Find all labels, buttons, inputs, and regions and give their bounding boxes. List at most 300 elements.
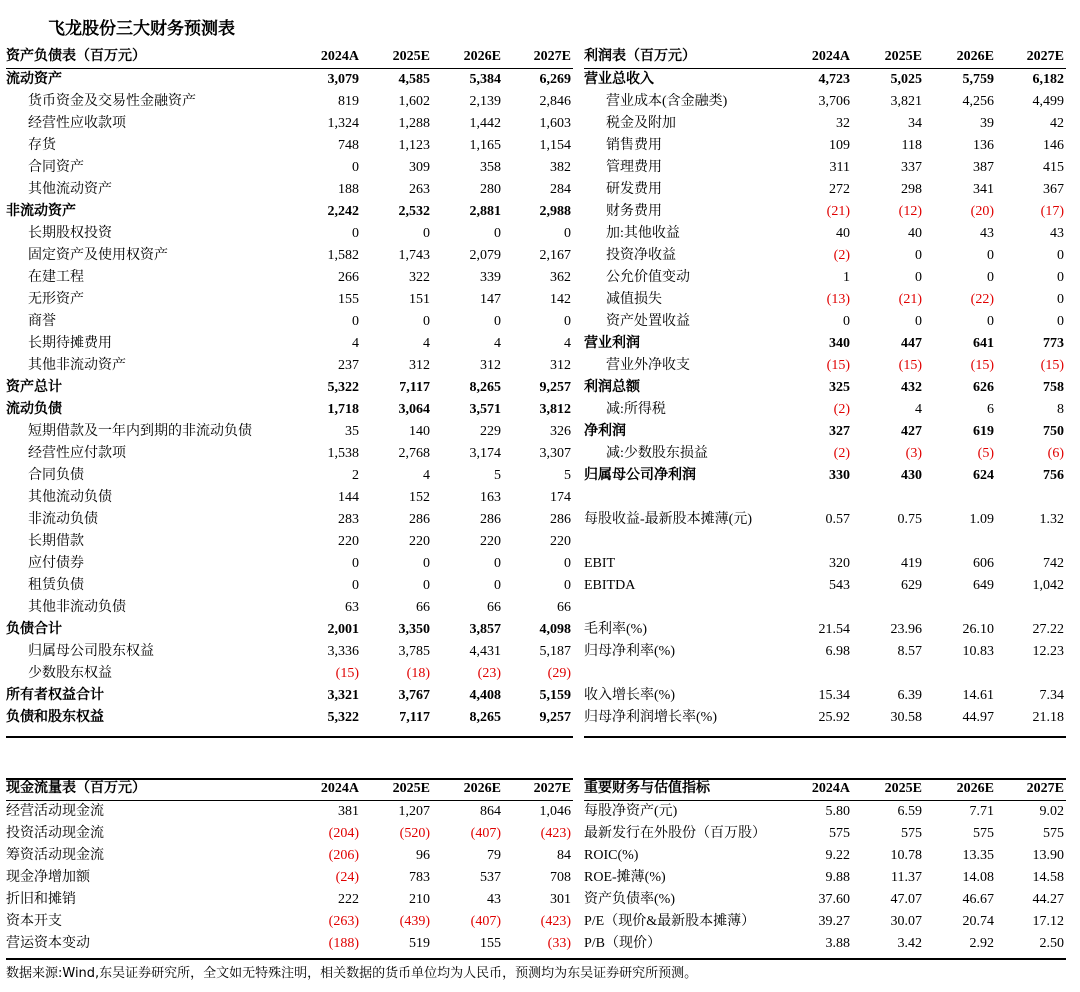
table-row (584, 355, 1066, 377)
cell-value: 322 (409, 270, 430, 285)
row-label: 销售费用 (606, 138, 662, 153)
cell-value: 96 (416, 848, 430, 863)
cell-value: 142 (550, 292, 571, 307)
cell-value: 3,174 (469, 446, 501, 461)
table-row (6, 377, 573, 399)
cell-value: 2,768 (398, 446, 430, 461)
income-statement-table (584, 46, 1066, 729)
row-label: 长期股权投资 (28, 226, 112, 241)
cell-value: 220 (338, 534, 359, 549)
cell-value: 382 (550, 160, 571, 175)
cell-value: 341 (973, 182, 994, 197)
cell-value: (423) (540, 826, 571, 841)
cell-value: 3,706 (818, 94, 850, 109)
cell-value: (263) (328, 914, 359, 929)
cell-value: 0 (423, 226, 430, 241)
cell-value: 311 (829, 160, 850, 175)
cell-value: 0 (987, 314, 994, 329)
cell-value: 286 (409, 512, 430, 527)
table-row (6, 487, 573, 509)
cell-value: 6 (987, 402, 994, 417)
cell-value: 7.34 (1039, 688, 1064, 703)
cell-value: 0 (494, 556, 501, 571)
table-row (584, 399, 1066, 421)
table-row (6, 245, 573, 267)
row-label: P/E（现价&最新股本摊薄） (584, 914, 756, 929)
cell-value: 0 (494, 226, 501, 241)
cell-value (924, 487, 996, 509)
cell-value: 32 (836, 116, 850, 131)
cell-value: 0 (564, 314, 571, 329)
row-label: 财务费用 (606, 204, 662, 219)
cell-value: 3,064 (398, 402, 430, 417)
cell-value: 43 (1050, 226, 1064, 241)
cell-value: 575 (973, 826, 994, 841)
table-row (584, 867, 1066, 889)
table-row (6, 135, 573, 157)
column-header: 2024A (290, 778, 361, 801)
row-label: 投资活动现金流 (6, 826, 104, 841)
cell-value: 2,846 (539, 94, 571, 109)
cell-value: 163 (480, 490, 501, 505)
cell-value: 3,857 (469, 622, 501, 637)
cell-value: (22) (970, 292, 994, 307)
balance-sheet-table (6, 46, 573, 729)
cell-value: 42 (1050, 116, 1064, 131)
cell-value: 12.23 (1032, 644, 1064, 659)
cell-value: 8 (1057, 402, 1064, 417)
cell-value: 575 (901, 826, 922, 841)
cell-value: 9,257 (539, 380, 571, 395)
cell-value: 4,723 (818, 72, 850, 87)
cell-value: 1.32 (1039, 512, 1064, 527)
cell-value: 387 (973, 160, 994, 175)
cell-value: 0 (915, 248, 922, 263)
cell-value (852, 531, 924, 553)
cell-value: 15.34 (818, 688, 850, 703)
cell-value: 309 (409, 160, 430, 175)
cell-value: (12) (898, 204, 922, 219)
row-label: 营业外净收支 (606, 358, 690, 373)
cell-value: 4 (423, 468, 430, 483)
table-title: 重要财务与估值指标 (584, 778, 780, 801)
cell-value: 1,538 (327, 446, 359, 461)
balance-sheet-bottom-rule (6, 736, 573, 738)
cell-value: 3,785 (398, 644, 430, 659)
cell-value: 147 (480, 292, 501, 307)
table-row (584, 91, 1066, 113)
cell-value: 1.09 (969, 512, 994, 527)
cell-value: 66 (416, 600, 430, 615)
cell-value: 326 (550, 424, 571, 439)
cell-value: 46.67 (962, 892, 994, 907)
table-row (6, 311, 573, 333)
column-header: 2025E (361, 46, 432, 69)
cell-value: 6.39 (897, 688, 922, 703)
cell-value: 286 (550, 512, 571, 527)
cell-value: 3,350 (398, 622, 430, 637)
cell-value: 8,265 (469, 380, 501, 395)
row-label (584, 663, 780, 685)
cell-value: 298 (901, 182, 922, 197)
cell-value: 750 (1043, 424, 1064, 439)
table-row (584, 311, 1066, 333)
page-title: 飞龙股份三大财务预测表 (48, 19, 235, 39)
table-row (6, 399, 573, 421)
cell-value: 9.88 (825, 870, 850, 885)
cell-value: 1,042 (1032, 578, 1064, 593)
row-label: 归母净利润增长率(%) (584, 710, 717, 725)
cell-value: 174 (550, 490, 571, 505)
cell-value: 624 (973, 468, 994, 483)
cell-value: 7.71 (969, 804, 994, 819)
cell-value: 1 (843, 270, 850, 285)
row-label: 长期待摊费用 (28, 336, 112, 351)
row-label: 经营活动现金流 (6, 804, 104, 819)
table-title: 资产负债表（百万元） (6, 46, 290, 69)
table-row (6, 845, 573, 867)
cell-value: 229 (480, 424, 501, 439)
cell-value: 40 (908, 226, 922, 241)
column-header: 2026E (432, 46, 503, 69)
table-row (6, 933, 573, 955)
table-row (584, 113, 1066, 135)
cell-value: (21) (826, 204, 850, 219)
cell-value: 5,759 (962, 72, 994, 87)
row-label: 折旧和摊销 (6, 892, 76, 907)
cell-value: 66 (557, 600, 571, 615)
cell-value: (33) (547, 936, 571, 951)
cell-value: 1,442 (469, 116, 501, 131)
cell-value: 0 (494, 314, 501, 329)
table-row (584, 179, 1066, 201)
cell-value: 758 (1043, 380, 1064, 395)
table-row (6, 619, 573, 641)
row-label (584, 531, 780, 553)
column-header: 2025E (852, 46, 924, 69)
cell-value: 0 (352, 226, 359, 241)
column-header: 2026E (924, 46, 996, 69)
cell-value: 4 (494, 336, 501, 351)
cell-value: (23) (477, 666, 501, 681)
column-header: 2026E (924, 778, 996, 801)
column-header: 2025E (361, 778, 432, 801)
cell-value: 0 (987, 248, 994, 263)
cell-value (852, 597, 924, 619)
table-row (6, 911, 573, 933)
cell-value: 0 (494, 578, 501, 593)
cell-value: 327 (829, 424, 850, 439)
row-label: 公允价值变动 (606, 270, 690, 285)
cell-value: 1,718 (327, 402, 359, 417)
cell-value: (407) (470, 914, 501, 929)
cell-value: 0 (352, 314, 359, 329)
cell-value: 8.57 (897, 644, 922, 659)
cell-value: 575 (1043, 826, 1064, 841)
table-row (6, 889, 573, 911)
cell-value: (520) (399, 826, 430, 841)
cell-value: (2) (833, 402, 850, 417)
cell-value: 0 (843, 314, 850, 329)
cell-value: 415 (1043, 160, 1064, 175)
cell-value: 0 (1057, 314, 1064, 329)
table-row (6, 91, 573, 113)
cell-value: (21) (898, 292, 922, 307)
row-label: 资产处置收益 (606, 314, 690, 329)
table-row (6, 289, 573, 311)
cell-value: (2) (833, 248, 850, 263)
cell-value: 626 (973, 380, 994, 395)
cell-value: 10.78 (890, 848, 922, 863)
cell-value: (204) (328, 826, 359, 841)
row-label: 减值损失 (606, 292, 662, 307)
row-label: 合同资产 (28, 160, 84, 175)
table-row (584, 487, 1066, 509)
row-label: 长期借款 (28, 534, 84, 549)
column-header: 2026E (432, 778, 503, 801)
row-label: 其他流动资产 (28, 182, 112, 197)
cell-value: 641 (973, 336, 994, 351)
cell-value: 40 (836, 226, 850, 241)
cell-value: 629 (901, 578, 922, 593)
cell-value: 2,079 (469, 248, 501, 263)
cell-value: 6,269 (539, 72, 571, 87)
cell-value: 7,117 (399, 380, 430, 395)
cell-value: 14.61 (962, 688, 994, 703)
table-row (584, 201, 1066, 223)
row-label: 流动负债 (6, 402, 62, 417)
cell-value (996, 663, 1066, 685)
table-row (584, 707, 1066, 729)
cell-value: 30.58 (890, 710, 922, 725)
row-label: 短期借款及一年内到期的非流动负债 (28, 424, 252, 439)
row-label: 资产负债率(%) (584, 892, 675, 907)
row-label: 在建工程 (28, 270, 84, 285)
cell-value (924, 597, 996, 619)
cell-value: (17) (1040, 204, 1064, 219)
table-row (584, 509, 1066, 531)
cell-value: 748 (338, 138, 359, 153)
table-row (6, 685, 573, 707)
table-row (6, 421, 573, 443)
row-label (584, 487, 780, 509)
table-row (6, 333, 573, 355)
cell-value: 606 (973, 556, 994, 571)
table-row (584, 223, 1066, 245)
cell-value: 0 (915, 314, 922, 329)
cell-value: 280 (480, 182, 501, 197)
cell-value: 3,307 (539, 446, 571, 461)
table-row (584, 245, 1066, 267)
cell-value: 14.08 (962, 870, 994, 885)
table-row (6, 575, 573, 597)
cell-value: 1,123 (398, 138, 430, 153)
cell-value: 21.18 (1032, 710, 1064, 725)
cell-value: 0 (1057, 248, 1064, 263)
cell-value: 109 (829, 138, 850, 153)
cell-value: 312 (480, 358, 501, 373)
cell-value: 146 (1043, 138, 1064, 153)
cell-value: 519 (409, 936, 430, 951)
cell-value: 2.50 (1039, 936, 1064, 951)
row-label: 非流动资产 (6, 204, 76, 219)
cell-value: 1,046 (539, 804, 571, 819)
row-label: 其他流动负债 (28, 490, 112, 505)
row-label: 商誉 (28, 314, 56, 329)
cell-value: 5,384 (469, 72, 501, 87)
column-header: 2024A (780, 778, 852, 801)
cell-value: 819 (338, 94, 359, 109)
cell-value: 283 (338, 512, 359, 527)
cell-value (996, 487, 1066, 509)
cell-value: 1,324 (327, 116, 359, 131)
cell-value: 5,187 (539, 644, 571, 659)
cell-value: 2,242 (327, 204, 359, 219)
cell-value: 339 (480, 270, 501, 285)
table-row (6, 707, 573, 729)
table-row (584, 845, 1066, 867)
cell-value: 340 (829, 336, 850, 351)
cell-value: 330 (829, 468, 850, 483)
cell-value: 21.54 (818, 622, 850, 637)
cell-value: 0 (423, 578, 430, 593)
cell-value: 284 (550, 182, 571, 197)
row-label: 归属母公司股东权益 (28, 644, 154, 659)
cell-value: (15) (970, 358, 994, 373)
table-row (6, 641, 573, 663)
cell-value: 14.58 (1032, 870, 1064, 885)
cell-value: (5) (977, 446, 994, 461)
cell-value: 63 (345, 600, 359, 615)
cell-value: 1,207 (398, 804, 430, 819)
cell-value: 43 (980, 226, 994, 241)
cell-value: (188) (328, 936, 359, 951)
row-label: ROE-摊薄(%) (584, 870, 666, 885)
cell-value: 155 (480, 936, 501, 951)
row-label: 管理费用 (606, 160, 662, 175)
cell-value: 286 (480, 512, 501, 527)
cell-value: 0 (1057, 292, 1064, 307)
key-metrics-table (584, 778, 1066, 955)
cell-value: 79 (487, 848, 501, 863)
row-label: 负债和股东权益 (6, 710, 104, 725)
cell-value: (439) (399, 914, 430, 929)
cell-value: 47.07 (890, 892, 922, 907)
cell-value: 39 (980, 116, 994, 131)
cell-value: 430 (901, 468, 922, 483)
cell-value: 756 (1043, 468, 1064, 483)
cell-value: 5 (494, 468, 501, 483)
cell-value: (206) (328, 848, 359, 863)
table-row (6, 823, 573, 845)
row-label: 减:少数股东损益 (606, 446, 708, 461)
cell-value: (15) (335, 666, 359, 681)
row-label: 合同负债 (28, 468, 84, 483)
table-row (584, 531, 1066, 553)
row-label: 应付债券 (28, 556, 84, 571)
cell-value: 312 (409, 358, 430, 373)
cell-value: 358 (480, 160, 501, 175)
cell-value: 0.75 (897, 512, 922, 527)
cell-value: (15) (826, 358, 850, 373)
cell-value: 5,025 (890, 72, 922, 87)
cell-value: 742 (1043, 556, 1064, 571)
table-row (584, 289, 1066, 311)
table-row (584, 135, 1066, 157)
cell-value: (18) (406, 666, 430, 681)
cell-value: 649 (973, 578, 994, 593)
cell-value: 4,585 (398, 72, 430, 87)
cash-flow-top-rule (6, 778, 573, 780)
column-header: 2027E (503, 46, 573, 69)
cell-value: 23.96 (890, 622, 922, 637)
cell-value: 43 (487, 892, 501, 907)
row-label: 现金净增加额 (6, 870, 90, 885)
cell-value: 1,582 (327, 248, 359, 263)
table-row (584, 377, 1066, 399)
cell-value: 0 (915, 270, 922, 285)
cell-value: 8,265 (469, 710, 501, 725)
row-label: P/B（现价） (584, 936, 662, 951)
cell-value: 136 (973, 138, 994, 153)
cell-value: 17.12 (1032, 914, 1064, 929)
column-header: 2027E (996, 778, 1066, 801)
cell-value: 4,408 (469, 688, 501, 703)
table-row (584, 575, 1066, 597)
cell-value: 5,159 (539, 688, 571, 703)
cell-value: 1,603 (539, 116, 571, 131)
cell-value: 9.02 (1039, 804, 1064, 819)
cell-value: 1,288 (398, 116, 430, 131)
cell-value: 27.22 (1032, 622, 1064, 637)
cell-value: 26.10 (962, 622, 994, 637)
cell-value: 419 (901, 556, 922, 571)
cell-value: (407) (470, 826, 501, 841)
row-label: EBITDA (584, 578, 636, 593)
cell-value: 3,821 (890, 94, 922, 109)
income-statement-bottom-rule (584, 736, 1066, 738)
row-label: 税金及附加 (606, 116, 676, 131)
table-row (6, 179, 573, 201)
cell-value: 4 (423, 336, 430, 351)
cell-value: 263 (409, 182, 430, 197)
cell-value: 84 (557, 848, 571, 863)
row-label: 其他非流动资产 (28, 358, 126, 373)
table-row (584, 157, 1066, 179)
table-row (6, 223, 573, 245)
cell-value: 381 (338, 804, 359, 819)
row-label: 归属母公司净利润 (584, 468, 696, 483)
cell-value: (15) (1040, 358, 1064, 373)
cell-value: 144 (338, 490, 359, 505)
row-label: 利润总额 (584, 380, 640, 395)
row-label: 所有者权益合计 (6, 688, 104, 703)
row-label: 租赁负债 (28, 578, 84, 593)
cell-value: 1,165 (469, 138, 501, 153)
cell-value: 9,257 (539, 710, 571, 725)
table-title: 利润表（百万元） (584, 46, 780, 69)
row-label: 非流动负债 (28, 512, 98, 527)
cell-value: 6.59 (897, 804, 922, 819)
cell-value (852, 487, 924, 509)
cell-value: 5 (564, 468, 571, 483)
row-label: 营运资本变动 (6, 936, 90, 951)
cell-value: 362 (550, 270, 571, 285)
cell-value: 325 (829, 380, 850, 395)
cell-value: 7,117 (399, 710, 430, 725)
cell-value: 13.90 (1032, 848, 1064, 863)
table-row (584, 443, 1066, 465)
